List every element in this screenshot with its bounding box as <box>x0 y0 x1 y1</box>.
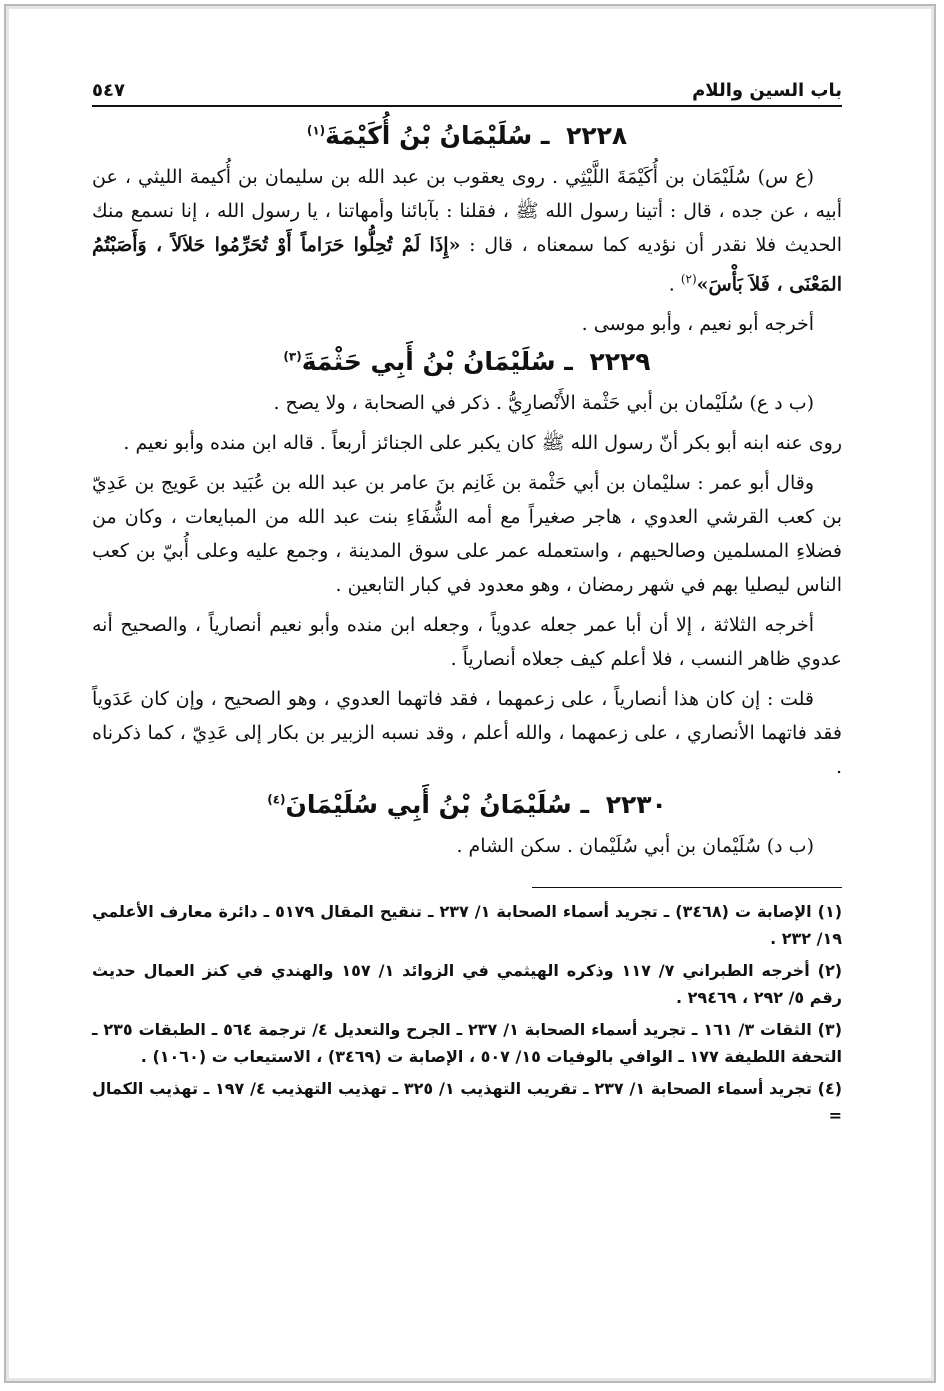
entry-number: ٢٢٣٠ <box>605 790 667 820</box>
entry-paragraph: وقال أبو عمر : سليْمان بن أبي حَثْمة بن غَانِم بنَ عامر بن عبد الله بن عُبَيد بن عَويج بن عَدِيّ بن كعب القرشي العدوي ، هاجر صغيراً مع أمه الشُّفَاءِ بنت عبد الله من المبايعات ، وكان من فضلاءِ المسلمين وصالحيهم ، واستعمله عمر على سوق المدينة ، وجمع عليه وعلى أُبيّ بن كعب الناس ليصليا بهم في شهر رمضان ، وهو معدود في كبار التابعين . <box>92 472 842 597</box>
running-head <box>92 80 842 107</box>
footnotes <box>92 898 842 1129</box>
entry-paragraph: (ب د) سُلَيْمان بن أبي سُلَيْمان . سكن الشام . <box>456 835 814 858</box>
footnote-ref: (٢) <box>680 272 697 286</box>
entry-name: سُلَيْمَانُ بْنُ أَبِي سُلَيْمَانَ <box>285 790 572 820</box>
entry-paragraph: (ب د ع) سُلَيْمان بن أبي حَثْمة الأَنْصارِيُّ . ذكر في الصحابة ، ولا يصح . <box>273 392 814 415</box>
entry-paragraph: قلت : إن كان هذا أنصارياً ، على زعمهما ، فقد فاتهما العدوي ، وهو الصحيح ، وإن كان عَدَوياً فقد فاتهما الأنصاري ، على زعمهما ، والله أعلم ، وقد نسبه الزبير بن بكار إلى عَدِيّ ، كما ذكرناه . <box>92 688 842 779</box>
entry-title-2228: ٢٢٢٨ ـ سُلَيْمَانُ بْنُ أُكَيْمَةَ$^{(١)}$ <box>306 121 628 150</box>
footnote: (٤) تجريد أسماء الصحابة ١/ ٢٣٧ ـ تقريب التهذيب ١/ ٣٢٥ ـ تهذيب التهذيب ٤/ ١٩٧ ـ تهذيب الكمال = <box>92 1079 843 1126</box>
section-title: باب السين واللام <box>692 80 842 101</box>
entry-paragraph: أخرجه الثلاثة ، إلا أن أبا عمر جعله عدوياً ، وجعله ابن منده وأبو نعيم أنصارياً ، والصحيح أنه عدوي ظاهر النسب ، فلا أعلم كيف جعلاه أنصارياً . <box>92 614 842 671</box>
entry-title-2230: ٢٢٣٠ ـ سُلَيْمَانُ بْنُ أَبِي سُلَيْمَانَ$^{(٤)}$ <box>267 790 667 820</box>
footnote: (١) الإصابة ت (٣٤٦٨) ـ تجريد أسماء الصحابة ١/ ٢٣٧ ـ تنقيح المقال ٥١٧٩ ـ دائرة معارف الأعلمي ١٩/ ٢٣٢ . <box>92 902 843 949</box>
entry-title-2229: ٢٢٢٩ ـ سُلَيْمَانُ بْنُ أَبِي حَثْمَةَ$^{(٣)}$ <box>283 347 651 377</box>
entry-name: سُلَيْمَانُ بْنُ أُكَيْمَةَ <box>325 121 533 150</box>
entry-number: ٢٢٢٨ <box>566 121 628 150</box>
footnote-ref: (٣) <box>283 350 302 364</box>
entry-paragraph: روى عنه ابنه أبو بكر أنّ رسول الله ﷺ كان يكبر على الجنائز أربعاً . قاله ابن منده وأبو نعيم . <box>123 432 842 455</box>
footnote: (٢) أخرجه الطبراني ٧/ ١١٧ وذكره الهيثمي في الزوائد ١/ ١٥٧ والهندي في كنز العمال حديث رقم ٥/ ٢٩٢ ، ٢٩٤٦٩ . <box>92 961 843 1008</box>
document-page <box>92 80 842 1134</box>
entry-paragraph: (ع س) سُلَيْمَان بن أُكَيْمَةَ اللَّيْثِي . روى يعقوب بن عبد الله بن سليمان بن أُكيمة الليثي ، عن أبيه ، عن جده ، قال : أتينا رسول الله ﷺ ، فقلنا : بآبائنا وأمهاتنا ، يا رسول الله ، إنا نسمع منك الحديث فلا نقدر أن نؤديه كما سمعناه ، قال : «إِذَا لَمْ تُحِلُّوا حَرَاماً أَوْ تُحَرِّمُوا حَلاَلاً ، وَأَصَبْتُمُ المَعْنَى ، فَلاَ بَأْسَ»$^{(٢)}$ . <box>92 166 843 296</box>
footnote: (٣) الثقات ٣/ ١٦١ ـ تجريد أسماء الصحابة ١/ ٢٣٧ ـ الجرح والتعديل ٤/ ترجمة ٥٦٤ ـ الطبقات ٢٣٥ ـ التحفة اللطيفة ١٧٧ ـ الوافي بالوفيات ١٥/ ٥٠٧ ، الإصابة ت (٣٤٦٩) ، الاستيعاب ت (١٠٦٠) . <box>92 1020 842 1067</box>
footnote-ref: (٤) <box>267 793 286 807</box>
entry-name: سُلَيْمَانُ بْنُ أَبِي حَثْمَةَ <box>301 347 556 377</box>
page-number: ٥٤٧ <box>92 80 125 101</box>
footnote-divider <box>532 887 842 888</box>
entry-paragraph: أخرجه أبو نعيم ، وأبو موسى . <box>581 313 814 336</box>
footnote-ref: (١) <box>306 123 326 138</box>
hadith-quote: «إِذَا لَمْ تُحِلُّوا حَرَاماً أَوْ تُحَرِّمُوا حَلاَلاً ، وَأَصَبْتُمُ المَعْنَى ، فَلاَ بَأْسَ» <box>92 234 842 296</box>
entry-number: ٢٢٢٩ <box>589 347 651 377</box>
